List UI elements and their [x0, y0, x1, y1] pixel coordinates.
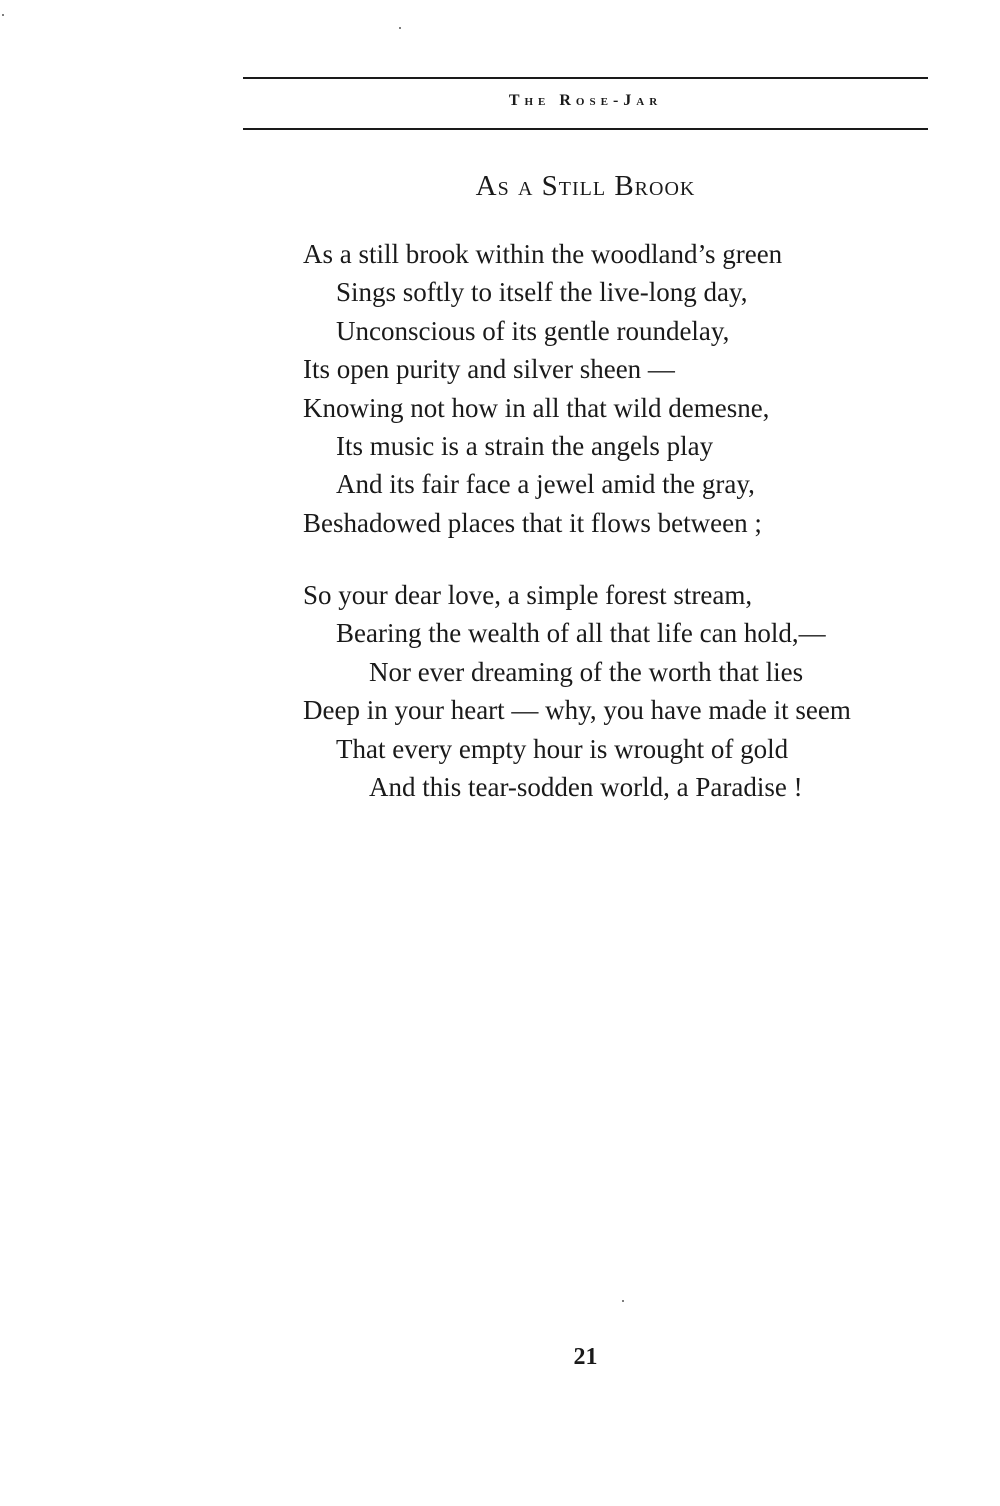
scan-speck — [622, 1300, 624, 1302]
poem-line: Knowing not how in all that wild demesne, — [303, 392, 770, 423]
poem-line: Its open purity and silver sheen — — [303, 354, 675, 385]
poem-line: So your dear love, a simple forest stream, — [303, 580, 753, 610]
stanza-2 — [303, 576, 851, 806]
page-number: 21 — [573, 1344, 598, 1370]
stanza-1 — [303, 235, 782, 542]
poem-title: As a Still Brook — [475, 170, 696, 202]
scan-speck — [2, 14, 4, 16]
poem-line: Nor ever dreaming of the worth that lies — [369, 656, 804, 687]
poem-line: And this tear-sodden world, a Paradise ! — [369, 771, 803, 802]
poem-line: And its fair face a jewel amid the gray, — [336, 469, 755, 500]
poem-line: Beshadowed places that it flows between ; — [303, 507, 762, 538]
poem-line: Unconscious of its gentle roundelay, — [336, 315, 730, 346]
scan-speck — [399, 27, 401, 29]
header-rule-bottom — [243, 128, 928, 130]
poem-line: As a still brook within the woodland’s green — [303, 239, 783, 269]
poem-line: Its music is a strain the angels play — [336, 430, 714, 461]
poem-line: Sings softly to itself the live-long day, — [336, 277, 748, 308]
poem-line: Bearing the wealth of all that life can hold,— — [336, 618, 826, 649]
header-rule-top — [243, 77, 928, 79]
running-head: The Rose-Jar — [508, 92, 663, 109]
poem-line: That every empty hour is wrought of gold — [336, 733, 789, 764]
poem-line: Deep in your heart — why, you have made it seem — [303, 695, 851, 726]
